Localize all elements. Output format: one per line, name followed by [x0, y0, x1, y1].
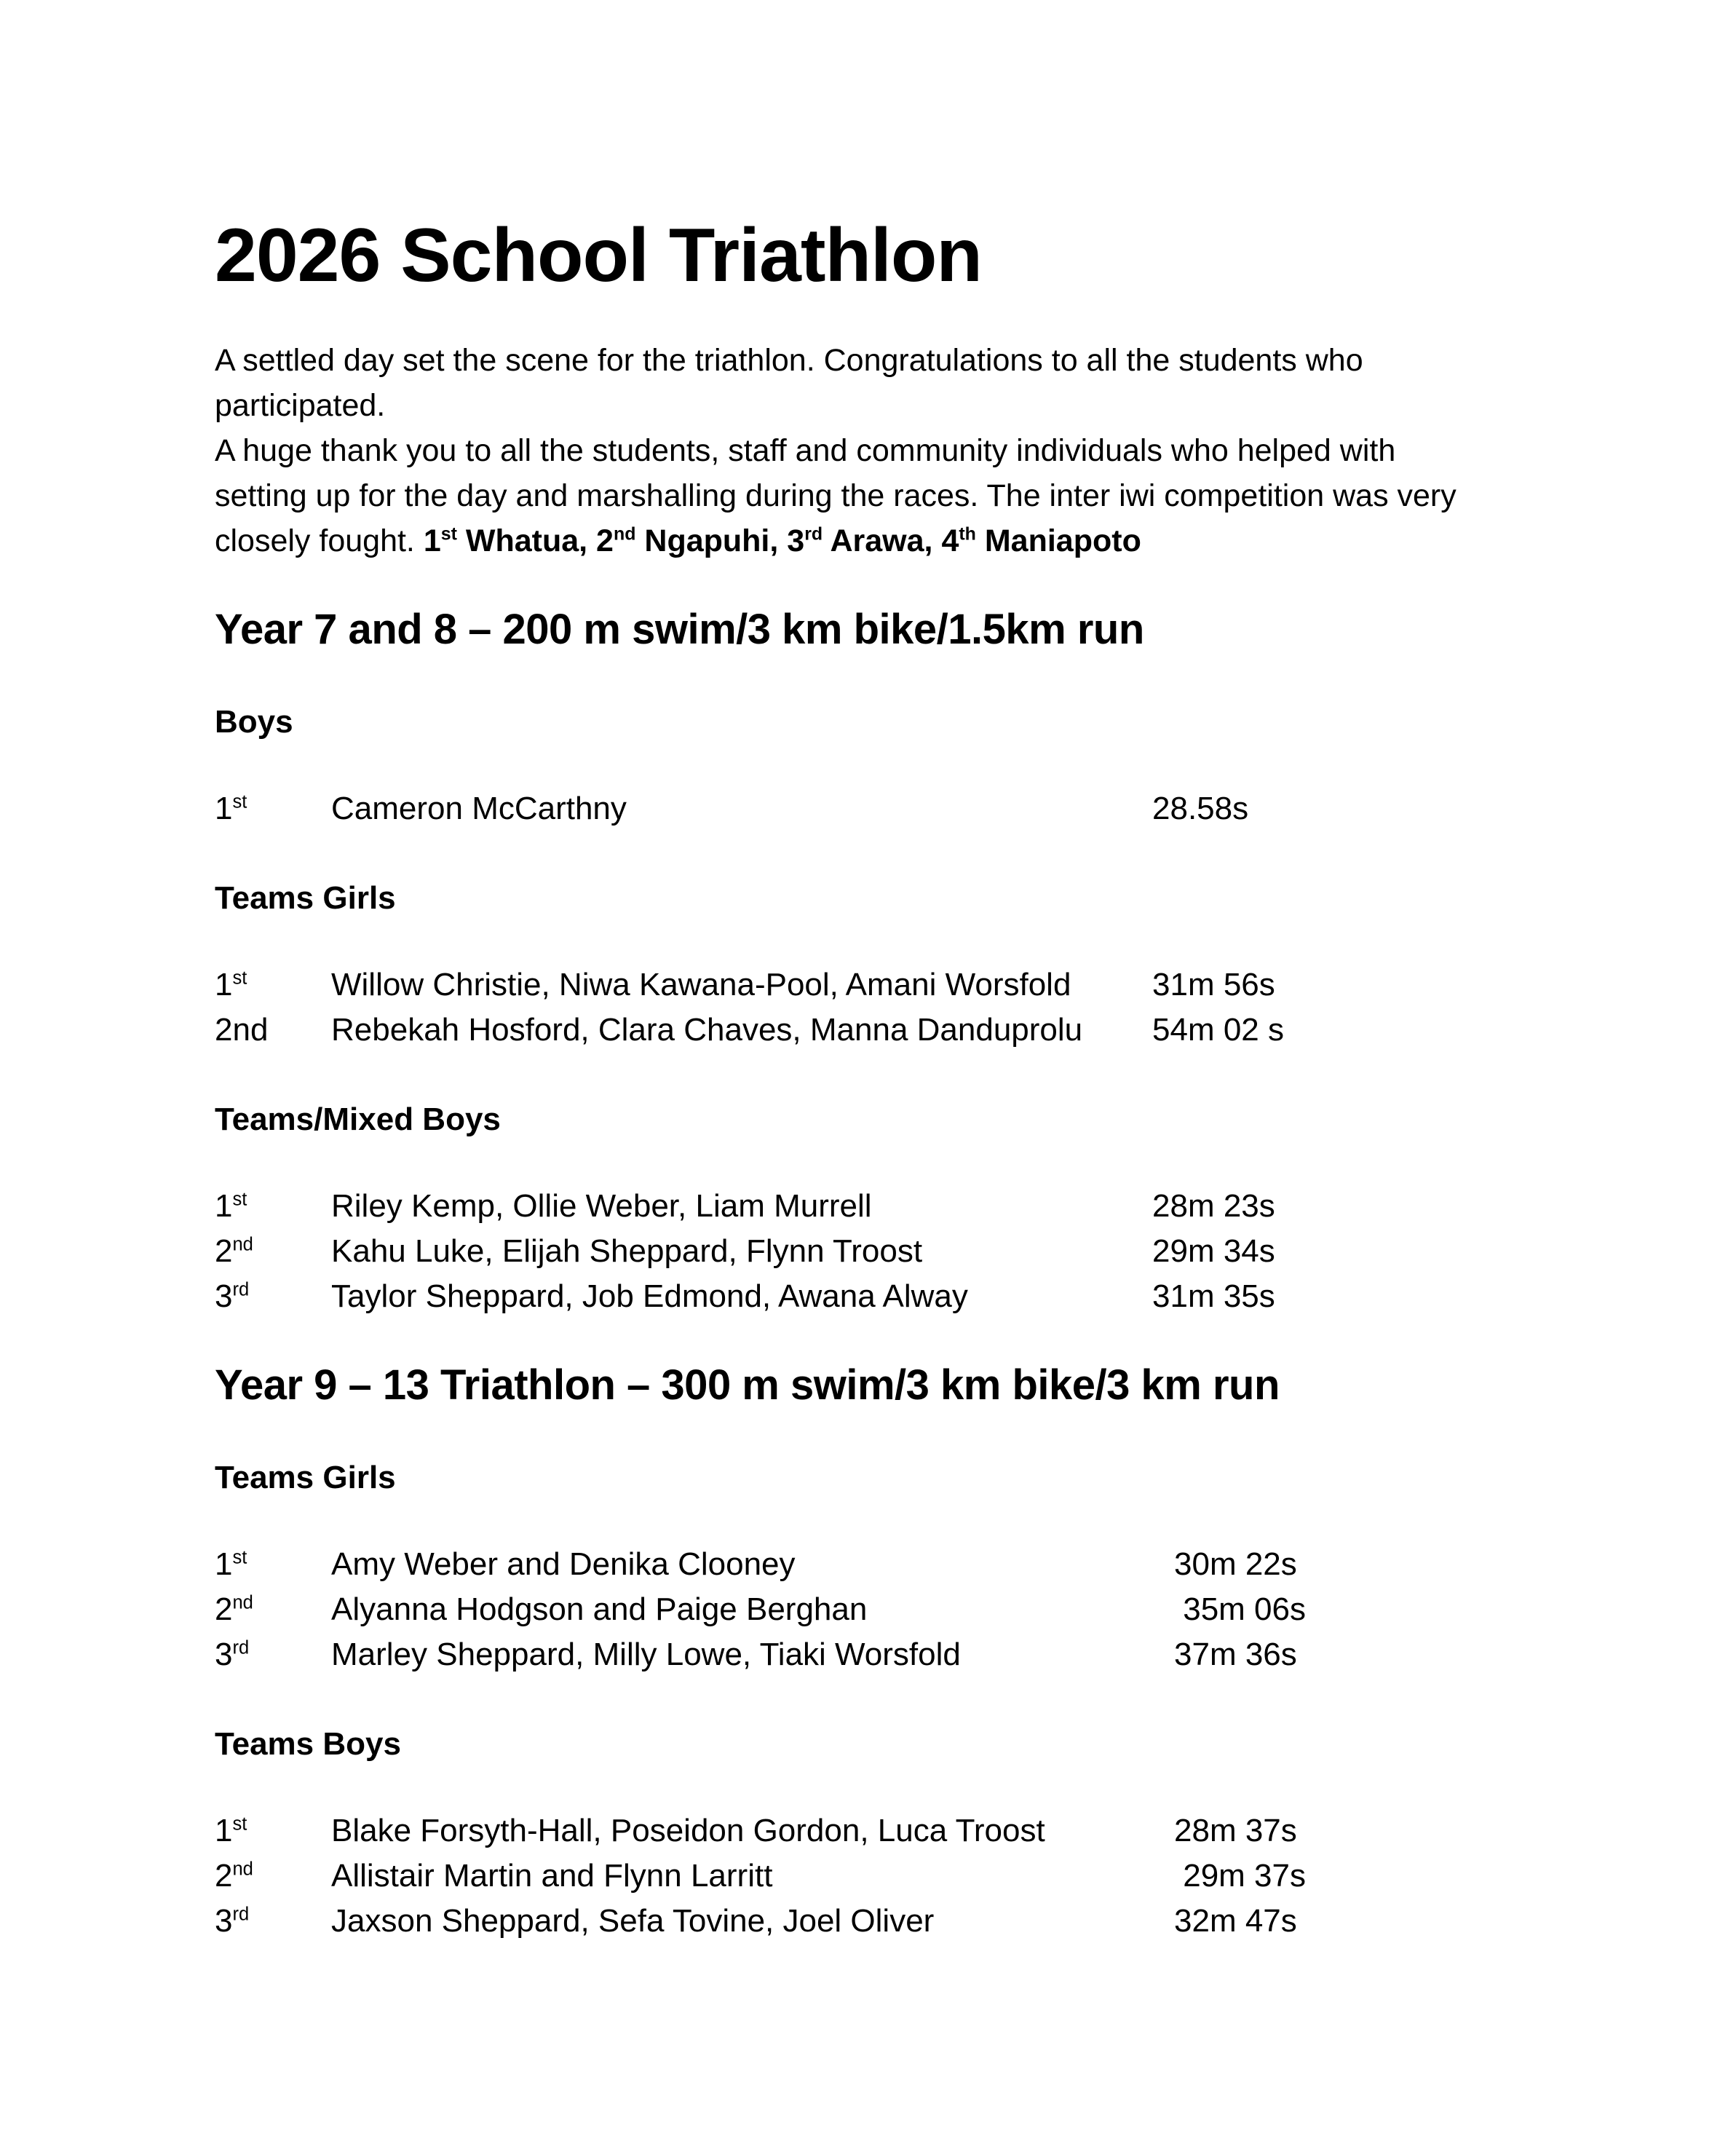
result-row	[215, 1542, 1554, 1587]
section-heading: Year 7 and 8 – 200 m swim/3 km bike/1.5km run	[215, 606, 1144, 653]
result-time: 29m 34s	[1152, 1233, 1275, 1269]
result-time: 54m 02 s	[1152, 1012, 1284, 1048]
result-time: 35m 06s	[1174, 1591, 1306, 1627]
team-names: Jaxson Sheppard, Sefa Tovine, Joel Oliver	[331, 1903, 935, 1939]
team-names: Kahu Luke, Elijah Sheppard, Flynn Troost	[331, 1233, 923, 1269]
rank-label: 2nd	[215, 1858, 253, 1894]
result-time: 29m 37s	[1174, 1858, 1306, 1894]
result-row	[215, 1229, 1554, 1274]
iwi-result: 2nd Ngapuhi,	[596, 523, 788, 558]
group-title-boys: Boys	[215, 704, 293, 740]
result-group	[215, 786, 1554, 831]
rank-ordinal-suffix: st	[232, 1813, 247, 1835]
ordinal-suffix: nd	[613, 523, 636, 545]
result-group	[215, 1542, 1554, 1677]
result-time: 31m 35s	[1152, 1278, 1275, 1314]
rank-ordinal-suffix: nd	[232, 1234, 253, 1255]
rank-ordinal-suffix: st	[232, 1547, 247, 1568]
rank-label: 1st	[215, 791, 247, 826]
intro-line: setting up for the day and marshalling during the races. The inter iwi competition was very	[215, 478, 1456, 513]
result-row	[215, 962, 1554, 1008]
result-time: 30m 22s	[1174, 1546, 1297, 1582]
group-title-teams-boys: Teams Boys	[215, 1726, 401, 1762]
result-group	[215, 962, 1554, 1053]
intro-line: A huge thank you to all the students, staff and community individuals who helped with	[215, 433, 1396, 468]
rank-label: 3rd	[215, 1903, 250, 1939]
group-title-teams-girls: Teams Girls	[215, 880, 396, 916]
rank-ordinal-suffix: nd	[232, 1859, 253, 1880]
ordinal-suffix: th	[959, 523, 976, 545]
intro-line: A settled day set the scene for the triathlon. Congratulations to all the students who	[215, 343, 1363, 378]
rank-label: 2nd	[215, 1012, 269, 1048]
team-names: Alyanna Hodgson and Paige Berghan	[331, 1591, 868, 1627]
result-group	[215, 1184, 1554, 1319]
result-row	[215, 1854, 1554, 1899]
rank-label: 1st	[215, 1546, 247, 1582]
team-names: Blake Forsyth-Hall, Poseidon Gordon, Luca Troost	[331, 1813, 1045, 1848]
section-year-9-13	[215, 1360, 1554, 1944]
rank-ordinal-suffix: rd	[232, 1279, 250, 1300]
team-names: Riley Kemp, Ollie Weber, Liam Murrell	[331, 1188, 872, 1224]
rank-label: 1st	[215, 1188, 247, 1224]
result-time: 28m 23s	[1152, 1188, 1275, 1224]
rank-ordinal-suffix: st	[232, 791, 247, 812]
result-row	[215, 1587, 1554, 1632]
intro-paragraph	[215, 338, 1598, 563]
result-time: 32m 47s	[1174, 1903, 1297, 1939]
team-names: Allistair Martin and Flynn Larritt	[331, 1858, 773, 1894]
rank-ordinal-suffix: rd	[232, 1904, 250, 1925]
result-group	[215, 1808, 1554, 1944]
result-row	[215, 786, 1554, 831]
iwi-result: 3rd Arawa,	[787, 523, 942, 558]
section-year-7-8	[215, 604, 1554, 1319]
page-title: 2026 School Triathlon	[215, 213, 982, 298]
result-time: 28.58s	[1152, 791, 1249, 826]
iwi-result: 1st Whatua,	[423, 523, 597, 558]
result-time: 31m 56s	[1152, 967, 1275, 1002]
intro-closing: closely fought.	[215, 523, 424, 558]
intro-line: participated.	[215, 388, 386, 423]
rank-ordinal-suffix: st	[232, 1189, 247, 1210]
result-row	[215, 1808, 1554, 1854]
team-names: Rebekah Hosford, Clara Chaves, Manna Danduprolu	[331, 1012, 1083, 1048]
rank-label: 3rd	[215, 1637, 250, 1672]
result-time: 37m 36s	[1174, 1637, 1297, 1672]
ordinal-suffix: st	[440, 523, 457, 545]
rank-ordinal-suffix: rd	[232, 1637, 250, 1658]
result-time: 28m 37s	[1174, 1813, 1297, 1848]
rank-ordinal-suffix: nd	[232, 1592, 253, 1613]
ordinal-suffix: rd	[804, 523, 823, 545]
rank-ordinal-suffix: st	[232, 968, 247, 989]
rank-label: 2nd	[215, 1233, 253, 1269]
team-names: Amy Weber and Denika Clooney	[331, 1546, 796, 1582]
team-names: Willow Christie, Niwa Kawana-Pool, Amani Worsfold	[331, 967, 1071, 1002]
group-title-teams-girls: Teams Girls	[215, 1460, 396, 1495]
group-title-teams-mixed-boys: Teams/Mixed Boys	[215, 1101, 501, 1137]
team-names: Marley Sheppard, Milly Lowe, Tiaki Worsfold	[331, 1637, 961, 1672]
rank-label: 2nd	[215, 1591, 253, 1627]
rank-label: 1st	[215, 967, 247, 1002]
team-names: Cameron McCarthny	[331, 791, 627, 826]
result-row	[215, 1184, 1554, 1229]
iwi-result: 4th Maniapoto	[941, 523, 1141, 558]
result-row	[215, 1632, 1554, 1677]
rank-label: 3rd	[215, 1278, 250, 1314]
section-heading: Year 9 – 13 Triathlon – 300 m swim/3 km bike/3 km run	[215, 1361, 1280, 1409]
rank-label: 1st	[215, 1813, 247, 1848]
team-names: Taylor Sheppard, Job Edmond, Awana Alway	[331, 1278, 968, 1314]
result-row	[215, 1274, 1554, 1319]
result-row	[215, 1899, 1554, 1944]
result-row	[215, 1008, 1554, 1053]
